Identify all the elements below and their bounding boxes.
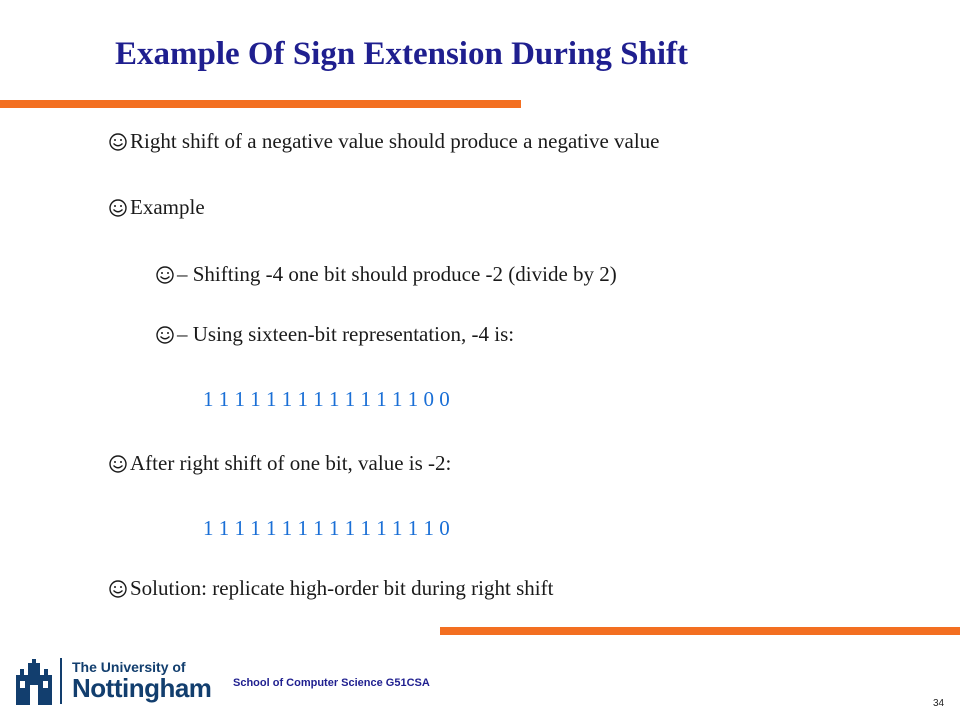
smiley-icon	[155, 325, 175, 345]
bullet-2	[108, 195, 205, 220]
bullet-text: Right shift of a negative value should produce a negative value	[130, 129, 660, 153]
bullet-1	[108, 129, 660, 154]
bit-pattern-minus-4: 1 1 1 1 1 1 1 1 1 1 1 1 1 1 0 0	[203, 387, 450, 411]
logo-wordmark	[72, 660, 211, 702]
slide-title: Example Of Sign Extension During Shift	[115, 36, 689, 72]
logo-line-1: The University of	[72, 659, 186, 675]
smiley-icon	[155, 265, 175, 285]
bit-pattern-minus-2: 1 1 1 1 1 1 1 1 1 1 1 1 1 1 1 0	[203, 516, 450, 540]
bullet-text: Example	[130, 195, 205, 219]
bottom-accent-bar	[440, 627, 960, 635]
top-accent-bar	[0, 100, 521, 108]
logo-line-2: Nottingham	[72, 672, 212, 703]
smiley-icon	[108, 579, 128, 599]
university-logo	[10, 655, 215, 707]
sub-bullet-2	[155, 322, 514, 347]
bullet-3	[108, 451, 451, 476]
bullet-4	[108, 576, 553, 601]
bullet-text: Solution: replicate high-order bit during right shift	[130, 576, 554, 600]
bullet-text: After right shift of one bit, value is -2:	[130, 451, 452, 475]
smiley-icon	[108, 198, 128, 218]
bullet-text: – Using sixteen-bit representation, -4 is:	[177, 322, 515, 346]
smiley-icon	[108, 132, 128, 152]
page-number: 34	[933, 698, 945, 709]
logo-divider	[60, 658, 62, 704]
bullet-text: – Shifting -4 one bit should produce -2 (divide by 2)	[177, 262, 617, 286]
sub-bullet-1	[155, 262, 617, 287]
footer-course: School of Computer Science G51CSA	[233, 677, 430, 689]
smiley-icon	[108, 454, 128, 474]
castle-crest-icon	[10, 655, 58, 707]
